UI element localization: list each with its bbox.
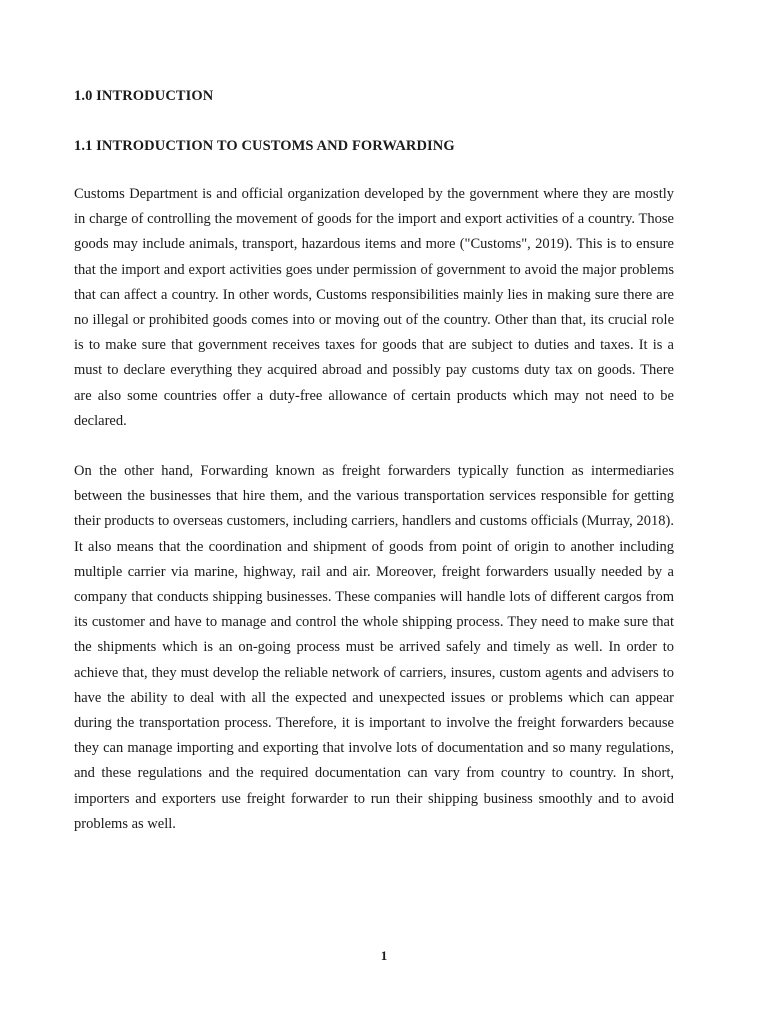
page-number: 1: [380, 948, 388, 963]
paragraph-customs: Customs Department is and official organization developed by the government where they are mostly in charge of controlling the movement of goods for the import and export activities of a country. Those goods may include animals, transport, hazardous items and more ("Customs", 2019). This is to ensure that the import and export activities goes under permission of government to avoid the major problems that can affect a country. In other words, Customs responsibilities mainly lies in making sure there are no illegal or prohibited goods comes into or moving out of the country. Other than that, its crucial role is to make sure that government receives taxes for goods that are subject to duties and taxes. It is a must to declare everything they acquired abroad and possibly pay customs duty tax on goods. There are also some countries offer a duty-free allowance of certain products which may not need to be declared.: [74, 186, 674, 429]
section-heading: 1.0 INTRODUCTION: [74, 88, 214, 104]
subsection-heading: 1.1 INTRODUCTION TO CUSTOMS AND FORWARDING: [74, 138, 455, 154]
paragraph-forwarding: On the other hand, Forwarding known as freight forwarders typically function as intermediaries between the businesses that hire them, and the various transportation services responsible for getting their products to overseas customers, including carriers, handlers and customs officials (Murray, 2018). It also means that the coordination and shipment of goods from point of origin to another including multiple carrier via marine, highway, rail and air. Moreover, freight forwarders usually needed by a company that conducts shipping businesses. These companies will handle lots of different cargos from its customer and have to manage and control the whole shipping process. They need to make sure that the shipments which is an on-going process must be arrived safely and timely as well. In order to achieve that, they must develop the reliable network of carriers, insures, custom agents and advisers to have the ability to deal with all the expected and unexpected issues or problems which can appear during the transportation process. Therefore, it is important to involve the freight forwarders because they can manage importing and exporting that involve lots of documentation and so many regulations, and these regulations and the required documentation can vary from country to country. In short, importers and exporters use freight forwarder to run their shipping business smoothly and to avoid problems as well.: [74, 463, 674, 832]
document-body: [74, 84, 674, 862]
